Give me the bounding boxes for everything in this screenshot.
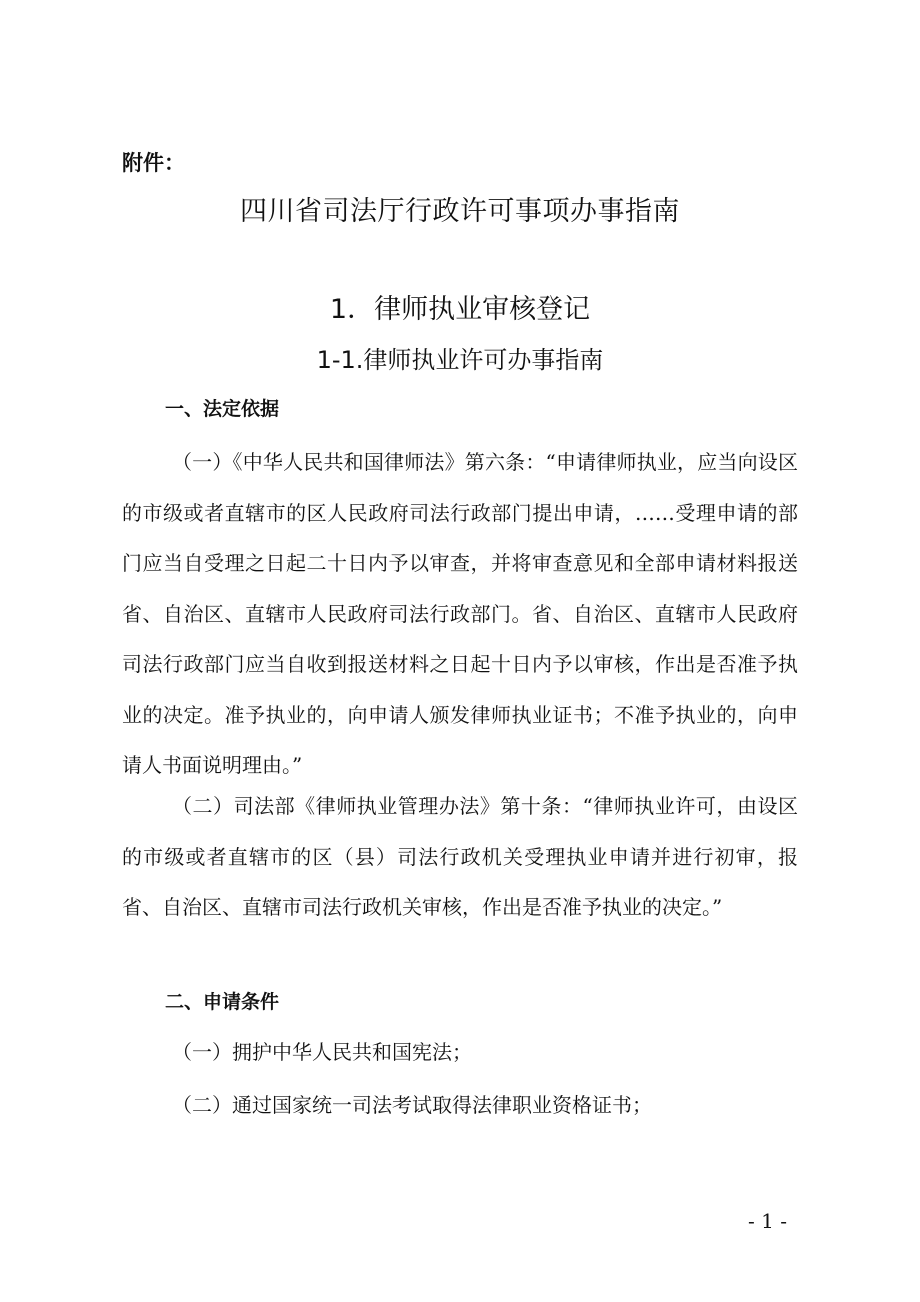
condition-item-1: （一）拥护中华人民共和国宪法； xyxy=(172,1040,472,1064)
application-conditions-heading: 二、申请条件 xyxy=(165,991,280,1013)
condition-item-2: （二）通过国家统一司法考试取得法律职业资格证书； xyxy=(172,1093,652,1117)
document-title: 四川省司法厅行政许可事项办事指南 xyxy=(240,196,680,227)
legal-basis-paragraph-1: （一）《中华人民共和国律师法》第六条：“申请律师执业，应当向设区的市级或者直辖市的区人民政府司法行政部门提出申请，……受理申请的部门应当自受理之日起二十日内予以审查，并将审查意见和全部申请材料报送省、自治区、直辖市人民政府司法行政部门。省、自治区、直辖市人民政府司法行政部门应当自收到报送材料之日起十日内予以审核，作出是否准予执业的决定。准予执业的，向申请人颁发律师执业证书；不准予执业的，向申请人书面说明理由。” xyxy=(122,450,798,777)
page-number: - 1 - xyxy=(748,1209,787,1233)
attachment-label: 附件： xyxy=(122,151,185,175)
subsection-title: 1-1.律师执业许可办事指南 xyxy=(316,346,604,374)
legal-basis-heading: 一、法定依据 xyxy=(165,398,280,420)
section-title: 1．律师执业审核登记 xyxy=(329,294,591,325)
legal-basis-paragraph-2: （二）司法部《律师执业管理办法》第十条：“律师执业许可，由设区的市级或者直辖市的区（县）司法行政机关受理执业申请并进行初审，报省、自治区、直辖市司法行政机关审核，作出是否准予执业的决定。” xyxy=(122,794,798,919)
